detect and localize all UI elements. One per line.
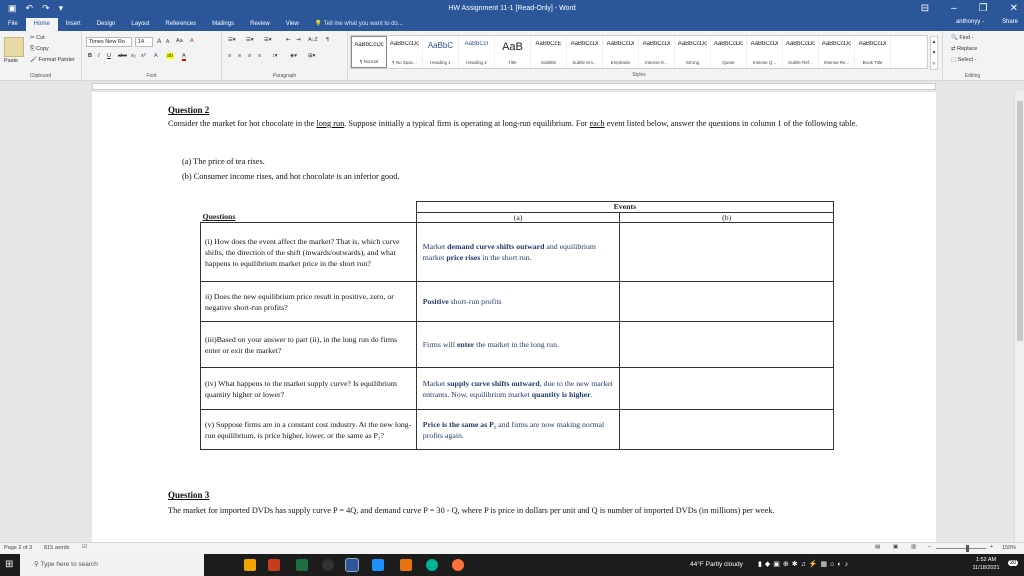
select-button[interactable]: ⬚ Select - <box>951 57 977 63</box>
user-account[interactable]: anthonyy - <box>955 19 984 25</box>
styles-scroll-icon[interactable]: ▴ ▾ ▿ <box>930 36 938 70</box>
tab-insert[interactable]: Insert <box>65 21 81 27</box>
tell-me-box[interactable]: 💡 Tell me what you want to do... <box>314 21 403 27</box>
answer-cell-b[interactable] <box>620 368 834 410</box>
style-item[interactable] <box>675 36 711 68</box>
question-2-heading: Question 2 <box>168 105 210 115</box>
style-preview: AaBbCcDi <box>642 41 671 47</box>
increase-indent-icon[interactable]: ⇥ <box>296 37 301 43</box>
bullets-icon[interactable]: ☰▾ <box>228 37 236 43</box>
style-preview: AaBbCcDc <box>354 42 384 48</box>
style-preview: AaBbCcDi <box>858 41 887 47</box>
taskbar <box>0 554 1024 576</box>
style-item[interactable] <box>567 36 603 68</box>
question-cell: (v) Suppose firms are in a constant cost industry. At the new long-run equilibrium, is price higher, lower, or the same as P₁? <box>201 410 417 450</box>
event-a-item: (a) The price of tea rises. <box>182 157 265 166</box>
style-item[interactable] <box>639 36 675 68</box>
questions-header: Questions <box>201 202 417 223</box>
proofing-icon[interactable]: ☑ <box>82 544 87 550</box>
italic-button[interactable]: I <box>98 53 100 59</box>
ribbon-home <box>0 31 1024 81</box>
restore-button[interactable]: ❐ <box>978 3 988 14</box>
redo-icon[interactable]: ↷ <box>42 3 50 13</box>
word-count[interactable]: 815 words <box>44 545 70 551</box>
app-icon[interactable] <box>244 559 256 571</box>
app-icon[interactable] <box>372 559 384 571</box>
sort-button[interactable]: A↓Z <box>308 37 318 43</box>
clear-formatting-button[interactable]: A <box>190 38 194 44</box>
style-preview: AaBbCcDc <box>389 41 420 47</box>
styles-gallery <box>350 35 928 69</box>
question-cell: (iii)Based on your answer to part (ii), in the long run do firms enter or exit the market? <box>201 322 417 368</box>
style-item[interactable] <box>747 36 783 68</box>
grow-font-button[interactable]: A <box>157 38 162 45</box>
tab-references[interactable]: References <box>165 21 197 27</box>
answer-cell-a[interactable]: Price is the same as P₁ and firms are now making normal profits again. <box>416 410 620 450</box>
column-b-header: (b) <box>620 213 834 223</box>
zoom-level[interactable]: 150% <box>1002 545 1017 551</box>
windows-start-icon[interactable]: ⊞ <box>5 559 14 570</box>
style-name: Subtle Ref... <box>788 60 813 65</box>
clipboard-group <box>0 31 82 81</box>
powerpoint-icon[interactable] <box>268 559 280 571</box>
tab-mailings[interactable]: Mailings <box>212 21 235 27</box>
tab-layout[interactable]: Layout <box>131 21 150 27</box>
answer-cell-b[interactable] <box>620 282 834 322</box>
show-marks-button[interactable]: ¶ <box>326 37 329 43</box>
page-count[interactable]: Page 2 of 3 <box>4 545 33 551</box>
style-preview: AaBbCcDc <box>677 41 708 47</box>
style-name: Strong <box>685 60 700 65</box>
style-preview: AaBbCcDi <box>606 41 635 47</box>
style-name: Book Title <box>862 60 883 65</box>
font-label: Font <box>146 73 157 79</box>
zoom-out-button[interactable]: – <box>928 544 932 550</box>
answer-cell-a[interactable]: Positive short-run profits <box>416 282 620 322</box>
tray-icons[interactable]: ▮◆▣⊕✱♫⚡▦⌂◐♪ <box>758 561 852 568</box>
align-left-icon[interactable]: ≡ <box>228 53 232 59</box>
style-preview: AaBbCcE <box>535 41 562 47</box>
style-preview: AaBbCcDc <box>821 41 852 47</box>
style-preview: AaBbCcDi <box>750 41 779 47</box>
answer-cell-b[interactable] <box>620 223 834 282</box>
app-icon[interactable] <box>426 559 438 571</box>
copy-button[interactable]: ⎘ Copy <box>30 46 49 52</box>
taskbar-search[interactable]: ⚲ Type here to search <box>20 554 204 576</box>
share-button[interactable]: Share <box>1001 19 1018 25</box>
question-3-heading: Question 3 <box>168 490 210 500</box>
style-preview: AaBbC <box>427 41 454 50</box>
style-name: ¶ Normal <box>359 59 379 64</box>
answer-cell-a[interactable]: Market demand curve shifts outward and equilibrium market price rises in the short run. <box>416 223 620 282</box>
font-group <box>82 31 222 81</box>
align-right-icon[interactable]: ≡ <box>248 53 252 59</box>
lightbulb-icon: 💡 <box>314 21 324 27</box>
subscript-button[interactable]: x₂ <box>131 53 136 59</box>
style-name: Intense Re... <box>823 60 850 65</box>
style-name: Intense E... <box>645 60 668 65</box>
question-cell: (iv) What happens to the market supply curve? Is equilibrium quantity higher or lower? <box>201 368 417 410</box>
cut-button[interactable]: ✂ Cut <box>30 35 45 41</box>
strikethrough-button[interactable]: abc <box>118 53 127 59</box>
events-table <box>200 201 834 450</box>
quick-access-toolbar <box>0 3 63 14</box>
style-name: Heading 1 <box>430 60 451 65</box>
clipboard-label: Clipboard <box>29 73 52 79</box>
style-preview: AaB <box>502 41 523 53</box>
tab-design[interactable]: Design <box>96 21 116 27</box>
status-bar <box>0 542 1024 554</box>
question-3-text: The market for imported DVDs has supply curve P = 4Q, and demand curve P = 30 - Q, where P is price in dollars per unit and Q is number of imported DVDs (in millions) per week. <box>168 506 775 515</box>
style-item[interactable] <box>351 36 387 68</box>
style-name: Subtle Em... <box>572 60 597 65</box>
style-item[interactable] <box>531 36 567 68</box>
vertical-scrollbar[interactable] <box>1014 91 1024 542</box>
zoom-slider[interactable] <box>936 548 986 549</box>
ribbon-tabs <box>0 17 1024 31</box>
answer-cell-a[interactable]: Market supply curve shifts outward, due to the new market entrants. Now, equilibrium market quantity is higher. <box>416 368 620 410</box>
style-name: Subtitle <box>540 60 556 65</box>
find-button[interactable]: 🔍 Find - <box>951 35 974 41</box>
style-preview: AaBbCcDi <box>570 41 599 47</box>
style-name: Title <box>508 60 517 65</box>
weather-widget[interactable]: 44°F Partly cloudy <box>690 561 743 568</box>
paragraph-label: Paragraph <box>272 73 297 79</box>
answer-cell-a[interactable]: Firms will enter the market in the long run. <box>416 322 620 368</box>
editing-label: Editing <box>964 73 981 79</box>
superscript-button[interactable]: x² <box>141 53 146 59</box>
numbering-icon[interactable]: ☰▾ <box>246 37 254 43</box>
read-mode-icon[interactable]: ▤ <box>875 544 881 550</box>
window-title: HW Assignment 11-1 [Read-Only] - Word <box>448 5 576 12</box>
paragraph-group <box>222 31 348 81</box>
decrease-indent-icon[interactable]: ⇤ <box>286 37 291 43</box>
search-icon: ⚲ <box>34 561 41 568</box>
underline-button[interactable]: U <box>107 53 111 59</box>
font-name-box[interactable]: Times New Ro <box>86 37 132 47</box>
change-case-button[interactable]: Aa <box>176 38 183 44</box>
excel-icon[interactable] <box>296 559 308 571</box>
tab-file[interactable]: File <box>8 21 18 27</box>
justify-icon[interactable]: ≡ <box>258 53 262 59</box>
borders-icon[interactable]: ⊞▾ <box>308 53 316 59</box>
style-name: Emphasis <box>610 60 631 65</box>
word-icon[interactable] <box>346 559 358 571</box>
style-preview: AaBbCcDc <box>713 41 744 47</box>
style-preview: AaBbCcDc <box>785 41 816 47</box>
tab-review[interactable]: Review <box>250 21 270 27</box>
tab-home[interactable]: Home <box>26 18 58 31</box>
paste-icon[interactable] <box>4 37 24 57</box>
replace-button[interactable]: ⇄ Replace <box>951 46 978 52</box>
tab-view[interactable]: View <box>285 21 299 27</box>
style-name: Quote <box>722 60 735 65</box>
styles-label: Styles <box>632 72 646 78</box>
style-preview: AaBbCcI <box>464 41 489 47</box>
style-item[interactable] <box>423 36 459 68</box>
format-painter-button[interactable]: 🖌 Format Painter <box>30 57 75 63</box>
style-item[interactable] <box>783 36 819 68</box>
style-item[interactable] <box>459 36 495 68</box>
font-size-box[interactable]: 14 <box>135 37 153 47</box>
close-button[interactable]: ✕ <box>1009 3 1018 14</box>
answer-cell-b[interactable] <box>620 322 834 368</box>
notification-badge[interactable]: 20 <box>1010 560 1017 566</box>
column-a-header: (a) <box>416 213 620 223</box>
scroll-thumb[interactable] <box>1017 101 1023 341</box>
style-item[interactable] <box>387 36 423 68</box>
highlight-button[interactable]: ab <box>167 53 174 59</box>
style-name: Heading 2 <box>466 60 487 65</box>
paste-button[interactable]: Paste <box>4 58 19 64</box>
zoom-slider-thumb[interactable] <box>966 545 969 552</box>
print-layout-icon[interactable]: ▣ <box>893 544 899 550</box>
style-item[interactable] <box>711 36 747 68</box>
question-cell: ii) Does the new equilibrium price result in positive, zero, or negative short-run profits? <box>201 282 417 322</box>
style-item[interactable] <box>495 36 531 68</box>
web-layout-icon[interactable]: ▥ <box>911 544 917 550</box>
style-item[interactable] <box>603 36 639 68</box>
multilevel-list-icon[interactable]: ☰▾ <box>264 37 272 43</box>
question-2-intro: Consider the market for hot chocolate in the long run. Suppose initially a typical firm is operating at long-run equilibrium. For each event listed below, answer the questions in column 1 of the following table. <box>168 119 858 128</box>
events-header: Events <box>416 202 833 213</box>
title-bar <box>0 0 1024 17</box>
align-center-icon[interactable]: ≡ <box>238 53 242 59</box>
app-icon[interactable] <box>400 559 412 571</box>
customize-qat-icon[interactable]: ▾ <box>58 3 64 13</box>
minimize-button[interactable]: – <box>951 3 957 14</box>
zoom-in-button[interactable]: + <box>990 544 994 550</box>
style-name: Intense Q... <box>752 60 777 65</box>
line-spacing-icon[interactable]: ↕▾ <box>272 53 278 59</box>
question-cell: (i) How does the event affect the market? That is, which curve shifts, the direction of the shift (inwards/outwards), and what happens to equilibrium market price in the short run? <box>201 223 417 282</box>
horizontal-ruler[interactable] <box>0 81 1024 91</box>
document-page[interactable] <box>92 92 936 542</box>
style-name: ¶ No Spac... <box>392 60 417 65</box>
save-icon[interactable]: ▣ <box>8 3 17 13</box>
firefox-icon[interactable] <box>452 559 464 571</box>
undo-icon[interactable]: ↶ <box>25 3 34 13</box>
shrink-font-button[interactable]: A <box>166 39 170 45</box>
editing-group <box>942 31 1002 81</box>
bold-button[interactable]: B <box>88 53 92 59</box>
style-item[interactable] <box>855 36 891 68</box>
shading-icon[interactable]: ◈▾ <box>290 53 297 59</box>
text-effects-button[interactable]: A <box>154 53 158 59</box>
ribbon-display-options-icon[interactable]: ⊟ <box>920 3 930 14</box>
app-icon[interactable] <box>322 559 334 571</box>
font-color-button[interactable]: A <box>182 53 186 59</box>
answer-cell-b[interactable] <box>620 410 834 450</box>
style-item[interactable] <box>819 36 855 68</box>
clock[interactable]: 1:52 AM 11/18/2021 <box>972 557 1000 571</box>
event-b-item: (b) Consumer income rises, and hot chocolate is an inferior good. <box>182 172 400 181</box>
